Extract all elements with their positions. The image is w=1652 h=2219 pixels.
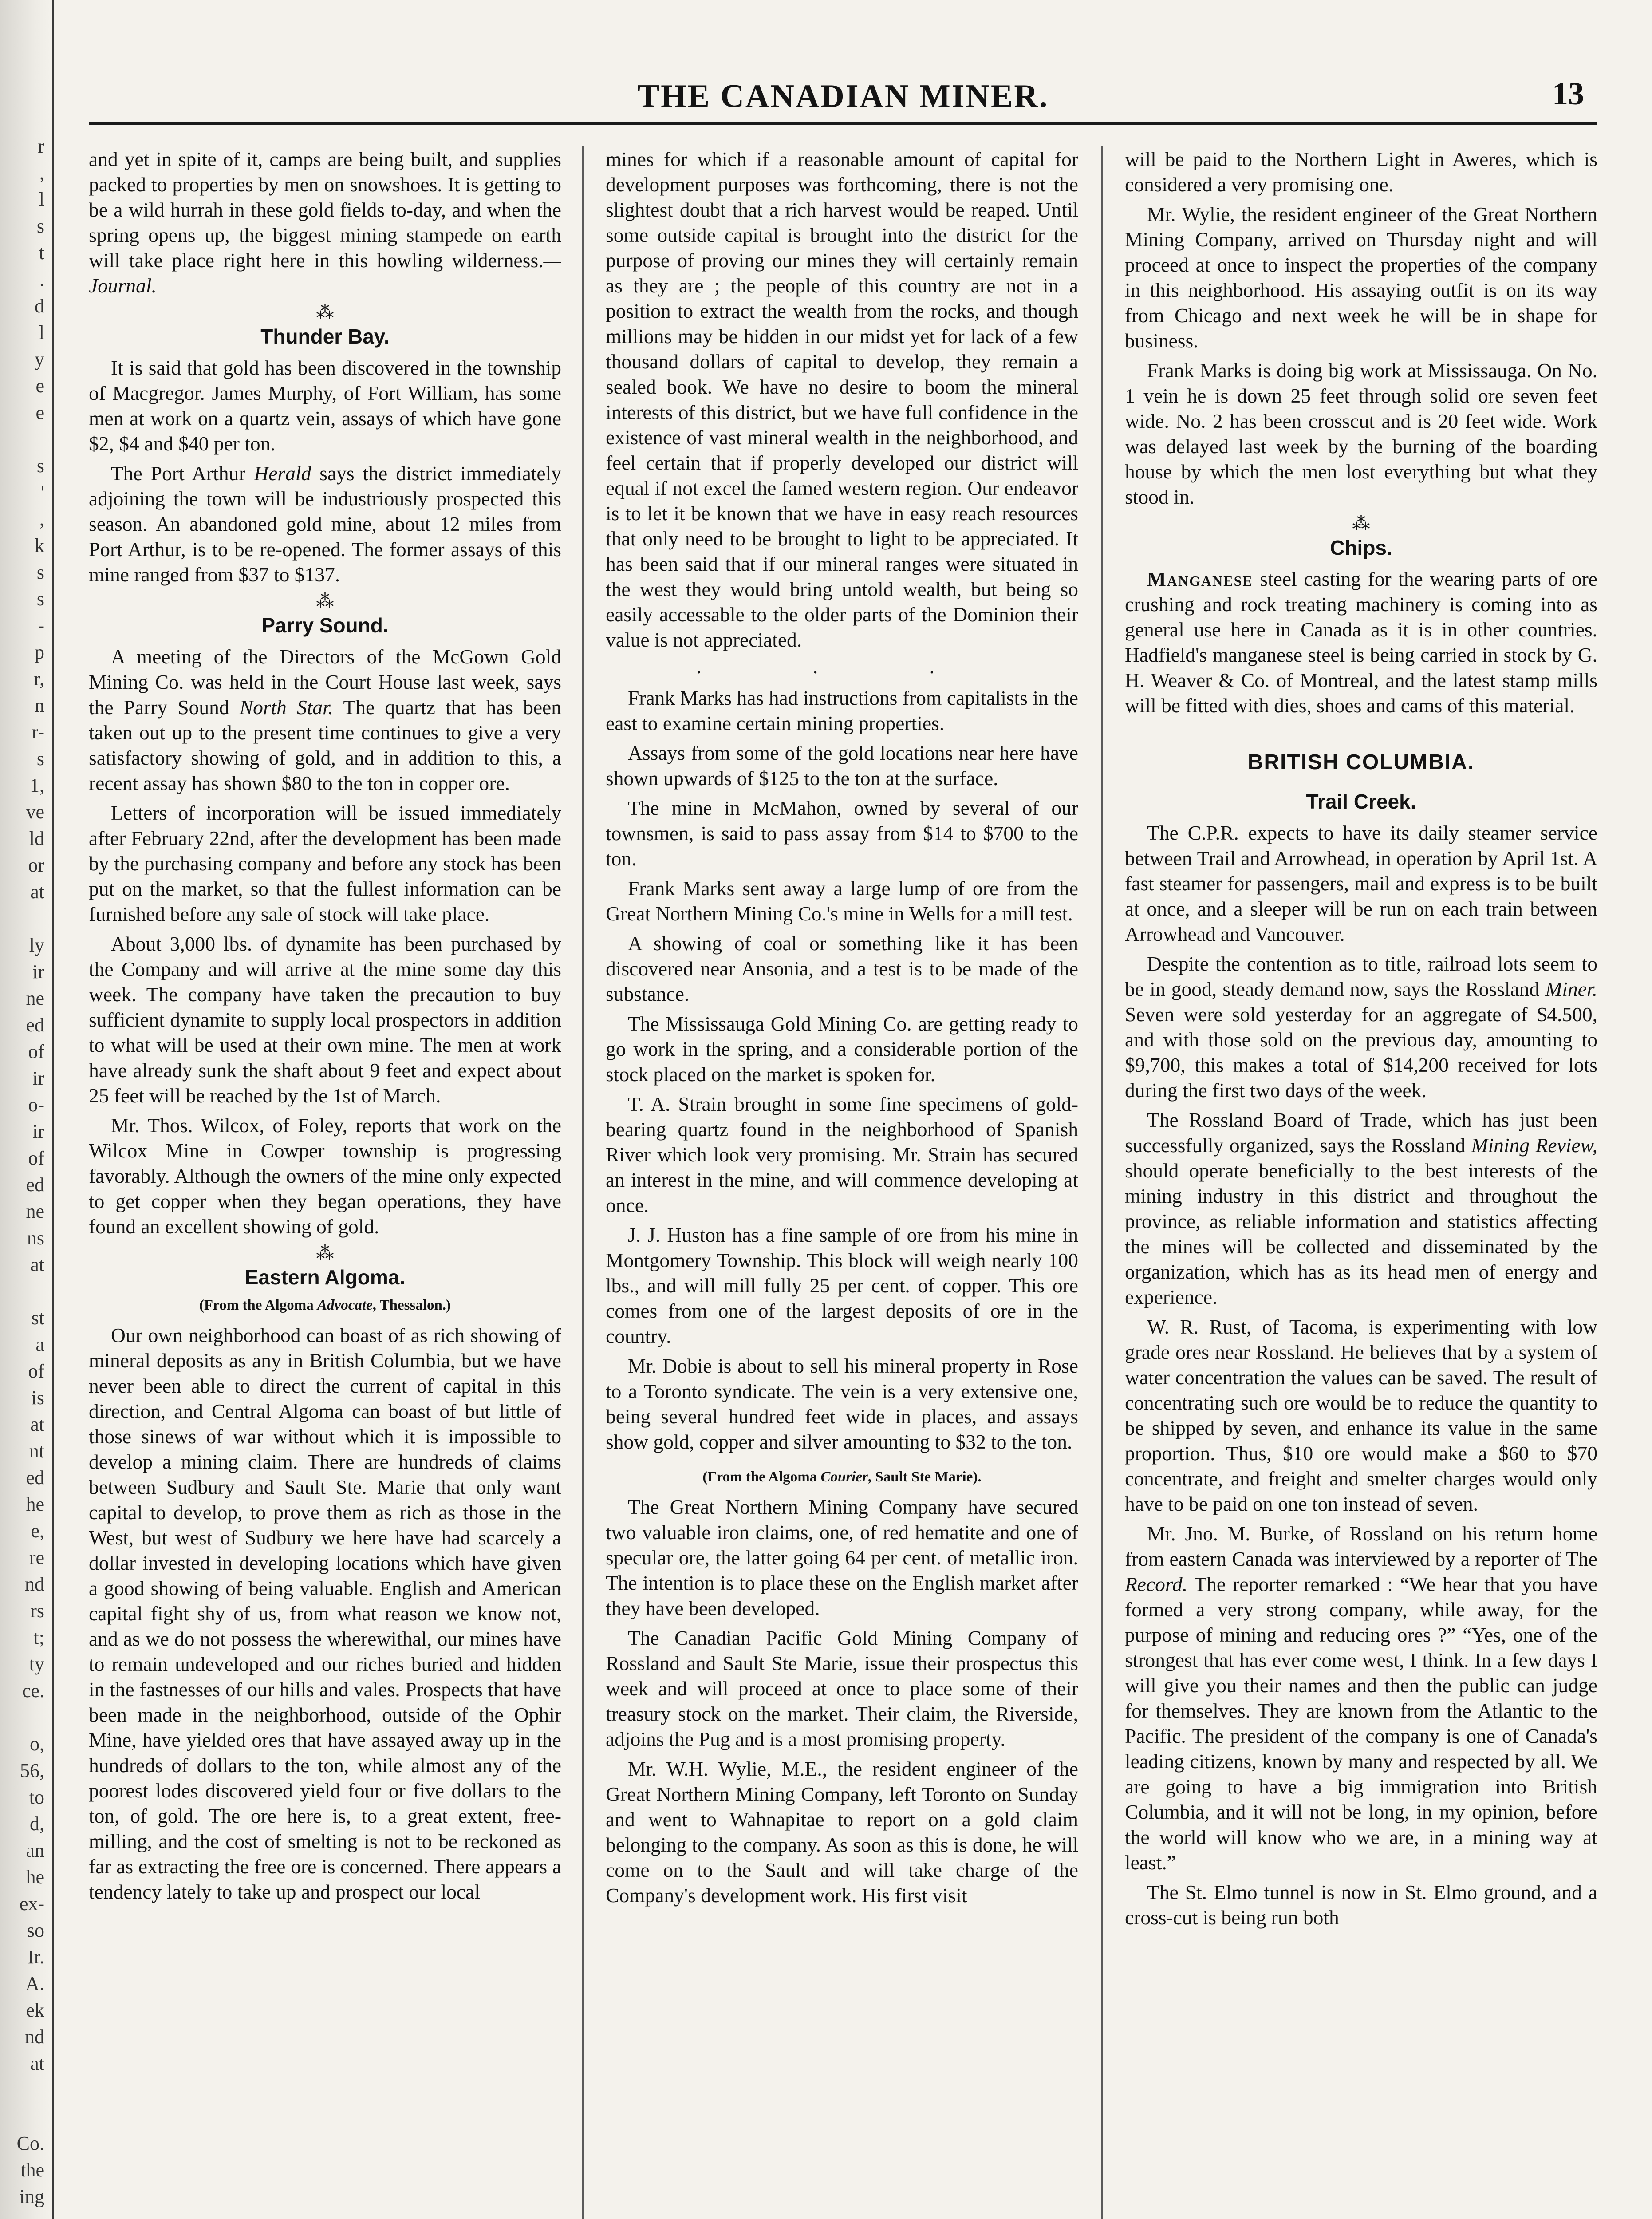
gutter-fragment: ek	[26, 1999, 44, 2021]
paragraph: About 3,000 lbs. of dynamite has been purchased by the Company and will arrive at the mine some day this week. The company have taken the precaution to buy sufficient dynamite to supply local prospectors in addition to what will be used at their own mine. The men at work have already sunk the shaft about 9 feet and expect about 25 feet will be reached by the 1st of March.	[89, 932, 561, 1107]
gutter-fragment: nd	[25, 1573, 44, 1595]
news-item: J. J. Huston has a fine sample of ore from his mine in Montgomery Township. This block will weigh nearly 100 lbs., and will mill fully 25 per cent. of copper. This ore comes from one of the largest deposits of ore in the country.	[606, 1224, 1078, 1347]
news-item: Mr. W.H. Wylie, M.E., the resident engineer of the Great Northern Mining Company, left Toronto on Sunday and went to Wahnapitae to report on a gold claim belonging to the company. As soon as this is done, he will come on to the Sault and will take charge of the Company's development work. His first visit	[606, 1757, 1078, 1907]
gutter-fragment: '	[41, 482, 44, 503]
source-note: (From the Algoma Courier, Sault Ste Marie).	[702, 1469, 982, 1485]
news-item: Frank Marks sent away a large lump of ore from the Great Northern Mining Co.'s mine in Wells for a mill test.	[606, 877, 1078, 925]
news-item: Frank Marks has had instructions from capitalists in the east to examine certain mining properties.	[606, 687, 1078, 734]
paragraph: Mr. Jno. M. Burke, of Rossland on his return home from eastern Canada was interviewed by a reporter of The Record. The reporter remarked : “We hear that you have formed a very strong company, while away, for the purpose of mining and reducing ores ?” “Yes, one of the strongest that has ever come west, I think. In a few days I will give you their names and then the public can judge for themselves. They are known from the Atlantic to the Pacific. The president of the company is one of Canada's leading citizens, known by many and respected by all. We are going to have a big immigration into British Columbia, and it will not be long, in my opinion, before the world will know who we are, in a mining way at least.”	[1125, 1522, 1597, 1874]
gutter-fragment: o,	[30, 1733, 44, 1755]
gutter-fragment: ne	[26, 987, 44, 1009]
gutter-fragment: he	[26, 1866, 44, 1888]
page-number: 13	[1552, 76, 1584, 111]
gutter-fragment: s	[36, 215, 44, 237]
gutter-fragment: ir	[32, 1121, 44, 1142]
gutter-fragment: of	[28, 1147, 44, 1169]
paragraph: Our own neighborhood can boast of as rich showing of mineral deposits as any in British Columbia, but we have never been able to direct the current of capital in this direction, and Central Algoma can boast of but little of those sinews of war without which it is impossible to develop a mining claim. There are hundreds of claims between Sudbury and Sault Ste. Marie that only want capital to develop, to prove them as rich as those in the West, but west of Sudbury we here have had scarcely a dollar invested in developing locations which have given a good showing of being valuable. English and American capital fight shy of us, from what reason we know not, and as we do not possess the wherewithal, our mines have to remain undeveloped and our riches buried and hidden in the fastnesses of our hills and vales. Prospects that have been made in the neighborhood, outside of the Ophir Mine, have yielded ores that have assayed away up in the hundreds of dollars to the ton, while almost any of the poorest lodes discovered yield four or five dollars to the ton, of gold. The ore here is, to a great extent, free-milling, and the cost of smelting is not to be reckoned as far as extracting the free ore is concerned. There appears a tendency lately to take up and prospect our local	[89, 1324, 561, 1903]
gutter-fragment: ne	[26, 1200, 44, 1222]
news-item: T. A. Strain brought in some fine specimens of gold-bearing quartz found in the neighborhood of Spanish River which look very promising. Mr. Strain has secured an interest in the mine, and will commence developing at once.	[606, 1093, 1078, 1216]
gutter-fragment: ly	[29, 934, 44, 956]
gutter-fragment: l	[39, 322, 44, 344]
article-columns	[89, 146, 1597, 2219]
gutter-fragment: n	[35, 695, 44, 716]
gutter-fragment: ed	[26, 1174, 44, 1196]
gutter-fragment: ve	[26, 801, 44, 823]
news-item: The Canadian Pacific Gold Mining Company of Rossland and Sault Ste Marie, issue their prospectus this week and will proceed at once to place some of their treasury stock on the market. Their claim, the Riverside, adjoins the Pug and is a most promising property.	[606, 1627, 1078, 1750]
section-dots: . . .	[696, 655, 988, 678]
region-heading-british-columbia: BRITISH COLUMBIA.	[1247, 750, 1475, 774]
gutter-fragment: ed	[26, 1467, 44, 1489]
gutter-fragment: r-	[32, 721, 44, 743]
gutter-fragment: ir	[32, 1067, 44, 1089]
gutter-fragment: at	[30, 881, 44, 903]
gutter-fragment	[0, 1704, 44, 1731]
paragraph: It is said that gold has been discovered in the township of Macgregor. James Murphy, of Fort William, has some men at work on a quartz vein, assays of which have gone $2, $4 and $40 per ton.	[89, 356, 561, 455]
gutter-fragment: re	[29, 1547, 44, 1568]
paragraph: Frank Marks is doing big work at Mississauga. On No. 1 vein he is down 25 feet through solid ore seven feet wide. No. 2 has been crosscut and is 20 feet wide. Work was delayed last week by the burning of the boarding house by which the men lost everything but what they stood in.	[1125, 359, 1597, 508]
gutter-fragment: at	[30, 2053, 44, 2074]
news-item: The Mississauga Gold Mining Co. are getting ready to go work in the spring, and a considerable portion of the stock placed on the market is spoken for.	[606, 1012, 1078, 1086]
gutter-fragment: is	[31, 1387, 44, 1409]
paragraph: will be paid to the Northern Light in Aweres, which is considered a very promising one.	[1125, 148, 1597, 196]
section-asterism: ⁂	[316, 302, 334, 322]
gutter-fragment	[0, 2210, 44, 2219]
gutter-fragment: so	[27, 1919, 44, 1941]
gutter-fragment: at	[30, 1414, 44, 1435]
gutter-fragment: Ir.	[28, 1946, 44, 1968]
gutter-fragment: l	[39, 189, 44, 210]
gutter-fragment: r,	[34, 668, 44, 690]
section-heading-eastern-algoma: Eastern Algoma.	[244, 1266, 406, 1289]
gutter-fragment: ns	[27, 1227, 44, 1249]
gutter-fragment: d,	[30, 1813, 44, 1835]
paragraph: The C.P.R. expects to have its daily steamer service between Trail and Arrowhead, in operation by April 1st. A fast steamer for passengers, mail and express is to be built at once, and a sleeper will be run on each train between Arrowhead and Vancouver.	[1125, 821, 1597, 945]
gutter-fragment: A.	[25, 1973, 44, 1994]
gutter-fragment: t	[39, 242, 44, 264]
section-heading-trail-creek: Trail Creek.	[1306, 790, 1416, 813]
news-item: The Great Northern Mining Company have secured two valuable iron claims, one, of red hematite and one of specular ore, the latter going 64 per cent. of metallic iron. The intention is to place these on the English market after they have been developed.	[606, 1496, 1078, 1619]
column-1	[89, 146, 561, 2219]
gutter-fragment: ir	[32, 961, 44, 983]
gutter-fragment: s	[36, 588, 44, 610]
news-item: The mine in McMahon, owned by several of our townsmen, is said to pass assay from $14 to $700 to the ton.	[606, 797, 1078, 870]
news-items	[606, 1494, 1078, 1908]
gutter-fragment: ex-	[19, 1893, 44, 1915]
source-note: (From the Algoma Advocate, Thessalon.)	[199, 1297, 451, 1313]
gutter-fragment: .	[39, 268, 44, 290]
gutter-fragment: r	[38, 135, 44, 157]
gutter-fragment: Co.	[16, 2132, 44, 2154]
gutter-fragment: or	[28, 854, 44, 876]
paragraph: Manganese steel casting for the wearing parts of ore crushing and rock treating machinery is coming into as general use here in Canada as it is in other countries. Hadfield's manganese steel is being carried in stock by G. H. Weaver & Co. of Montreal, and the latest stamp mills will be fitted with dies, shoes and cams of this material.	[1125, 568, 1597, 717]
gutter-fragment: rs	[30, 1600, 44, 1622]
section-heading-thunder-bay: Thunder Bay.	[260, 325, 390, 348]
gutter-fragment: e,	[31, 1520, 44, 1542]
page-title: THE CANADIAN MINER.	[637, 78, 1049, 115]
gutter-fragment: k	[35, 535, 44, 557]
section-asterism: ⁂	[1352, 513, 1370, 533]
paragraph: A meeting of the Directors of the McGown Gold Mining Co. was held in the Court House last week, says the Parry Sound North Star. The quartz that has been taken out up to the present time continues to give a very satisfactory showing of gold, and in addition to this, a recent assay has shown $80 to the ton in copper ore.	[89, 645, 561, 794]
gutter-fragment: o-	[28, 1094, 44, 1116]
paragraph: Despite the contention as to title, railroad lots seem to be in good, steady demand now, says the Rossland Miner. Seven were sold yesterday for an aggregate of $4.500, and with those sold on the previous day, amounting to $9,700, this makes a total of $14,200 received for lots during the first two days of the week.	[1125, 952, 1597, 1102]
gutter-fragment: the	[20, 2159, 44, 2181]
gutter-fragment: e	[35, 375, 44, 397]
gutter-fragment: -	[38, 615, 44, 636]
gutter-fragment: he	[26, 1493, 44, 1515]
gutter-fragment: 1,	[30, 774, 44, 796]
gutter-fragment: t;	[33, 1627, 44, 1648]
gutter-fragment: d	[35, 295, 44, 317]
gutter-fragment: st	[31, 1307, 44, 1329]
column-rule	[1101, 146, 1103, 2219]
gutter-fragment: s	[36, 455, 44, 477]
paragraph: and yet in spite of it, camps are being built, and supplies packed to properties by men on snowshoes. It is getting to be a wild hurrah in these gold fields to-day, and when the spring opens up, the biggest mining stampede on earth will take place right here in this howling wilderness.—Journal.	[89, 148, 561, 297]
gutter-fragment: e	[35, 402, 44, 423]
paragraph: Mr. Wylie, the resident engineer of the Great Northern Mining Company, arrived on Thursday night and will proceed at once to inspect the properties of the company in this neighborhood. His assaying outfit is on its way from Chicago and next week he will be in shape for business.	[1125, 203, 1597, 352]
gutter-fragment: s	[36, 561, 44, 583]
paragraph: Mr. Thos. Wilcox, of Foley, reports that work on the Wilcox Mine in Cowper township is progressing favorably. Although the owners of the mine only expected to get copper when they began operations, they have found an excellent showing of gold.	[89, 1114, 561, 1238]
gutter-fragment: ing	[19, 2186, 44, 2207]
gutter-fragment: ,	[39, 162, 44, 184]
gutter-fragment	[0, 426, 44, 453]
news-item: A showing of coal or something like it has been discovered near Ansonia, and a test is to be made of the substance.	[606, 932, 1078, 1005]
gutter-fragment: y	[35, 348, 44, 370]
gutter-fragment: an	[26, 1840, 44, 1861]
gutter-fragment: 56,	[20, 1760, 44, 1781]
gutter-fragment	[0, 2104, 44, 2130]
column-rule	[582, 146, 584, 2219]
news-item: Mr. Dobie is about to sell his mineral property in Rose to a Toronto syndicate. The vein is a very extensive one, being several hundred feet wide in places, and assays show gold, copper and silver amounting to $32 to the ton.	[606, 1354, 1078, 1453]
gutter-fragment: to	[29, 1786, 44, 1808]
masthead	[89, 73, 1597, 125]
gutter-fragment: a	[35, 1334, 44, 1355]
news-item: Assays from some of the gold locations near here have shown upwards of $125 to the ton at the surface.	[606, 742, 1078, 790]
section-heading-parry-sound: Parry Sound.	[261, 614, 389, 637]
gutter-fragment: nd	[25, 2026, 44, 2048]
section-asterism: ⁂	[316, 1243, 334, 1263]
gutter-fragment: p	[35, 641, 44, 663]
paragraph: The Rossland Board of Trade, which has just been successfully organized, says the Rossland Mining Review, should operate beneficially to the best interests of the mining industry in this district and throughout the province, as reliable information and statistics affecting the mines will be collected and disseminated by the organization, which has as its head men of energy and experience.	[1125, 1109, 1597, 1308]
section-heading-chips: Chips.	[1330, 536, 1392, 559]
paragraph: The Port Arthur Herald says the district immediately adjoining the town will be industriously prospected this season. An abandoned gold mine, about 12 miles from Port Arthur, is to be re-opened. The former assays of this mine ranged from $37 to $137.	[89, 462, 561, 586]
gutter-fragment: nt	[29, 1440, 44, 1462]
column-3	[1125, 146, 1597, 2219]
facing-page-text-fragments	[0, 133, 44, 2219]
paragraph: mines for which if a reasonable amount of capital for development purposes was forthcoming, there is not the slightest doubt that a rich harvest would be reaped. Until some outside capital is brought into the district for the purpose of proving our mines they will certainly remain as they are ; the people of this country are not in a position to extract the wealth from the rocks, and though millions may be hidden in our midst yet for lack of a few thousand dollars of capital to develop, they remain a sealed book. We have no desire to boom the mineral interests of this district, but we have full confidence in the existence of vast mineral wealth in the neighborhood, and feel certain that if properly developed our district will equal if not excel the famed western region. Our endeavor is to let it be known that we have in easy reach resources that only need to be brought to light to be appreciated. It has been said that if our mineral ranges were situated in the west they would bring untold wealth, but being so easily accessable to the older parts of the Dominion their value is not appreciated.	[606, 148, 1078, 651]
gutter-fragment: at	[30, 1254, 44, 1275]
gutter-fragment: s	[36, 748, 44, 770]
section-asterism: ⁂	[316, 591, 334, 611]
gutter-fragment	[0, 2077, 44, 2104]
gutter-fragment: of	[28, 1041, 44, 1062]
paragraph: W. R. Rust, of Tacoma, is experimenting with low grade ores near Rossland. He believes that by a system of water concentration the values can be saved. The result of concentrating such ore would be to reduce the quantity to be shipped by seven, and enhance its value in the same proportion. Thus, $10 ore would make a $60 to $70 concentrate, and freight and smelter charges would only have to be paid on one ton instead of seven.	[1125, 1315, 1597, 1515]
gutter-fragment: ce.	[22, 1680, 44, 1702]
gutter-fragment: ld	[29, 828, 44, 849]
gutter-fragment: ty	[29, 1653, 44, 1675]
paragraph: Letters of incorporation will be issued immediately after February 22nd, after the development has been made by the purchasing company and before any stock has been put on the market, so that the fullest information can be furnished before any sale of stock will take place.	[89, 802, 561, 925]
paragraph: The St. Elmo tunnel is now in St. Elmo ground, and a cross-cut is being run both	[1125, 1881, 1597, 1929]
facing-page-gutter	[0, 0, 54, 2219]
gutter-fragment: ,	[39, 508, 44, 530]
gutter-fragment	[0, 905, 44, 932]
gutter-fragment: of	[28, 1360, 44, 1382]
column-2	[606, 146, 1078, 2219]
news-items	[606, 685, 1078, 1454]
gutter-fragment: ed	[26, 1014, 44, 1036]
gutter-fragment	[0, 1278, 44, 1305]
